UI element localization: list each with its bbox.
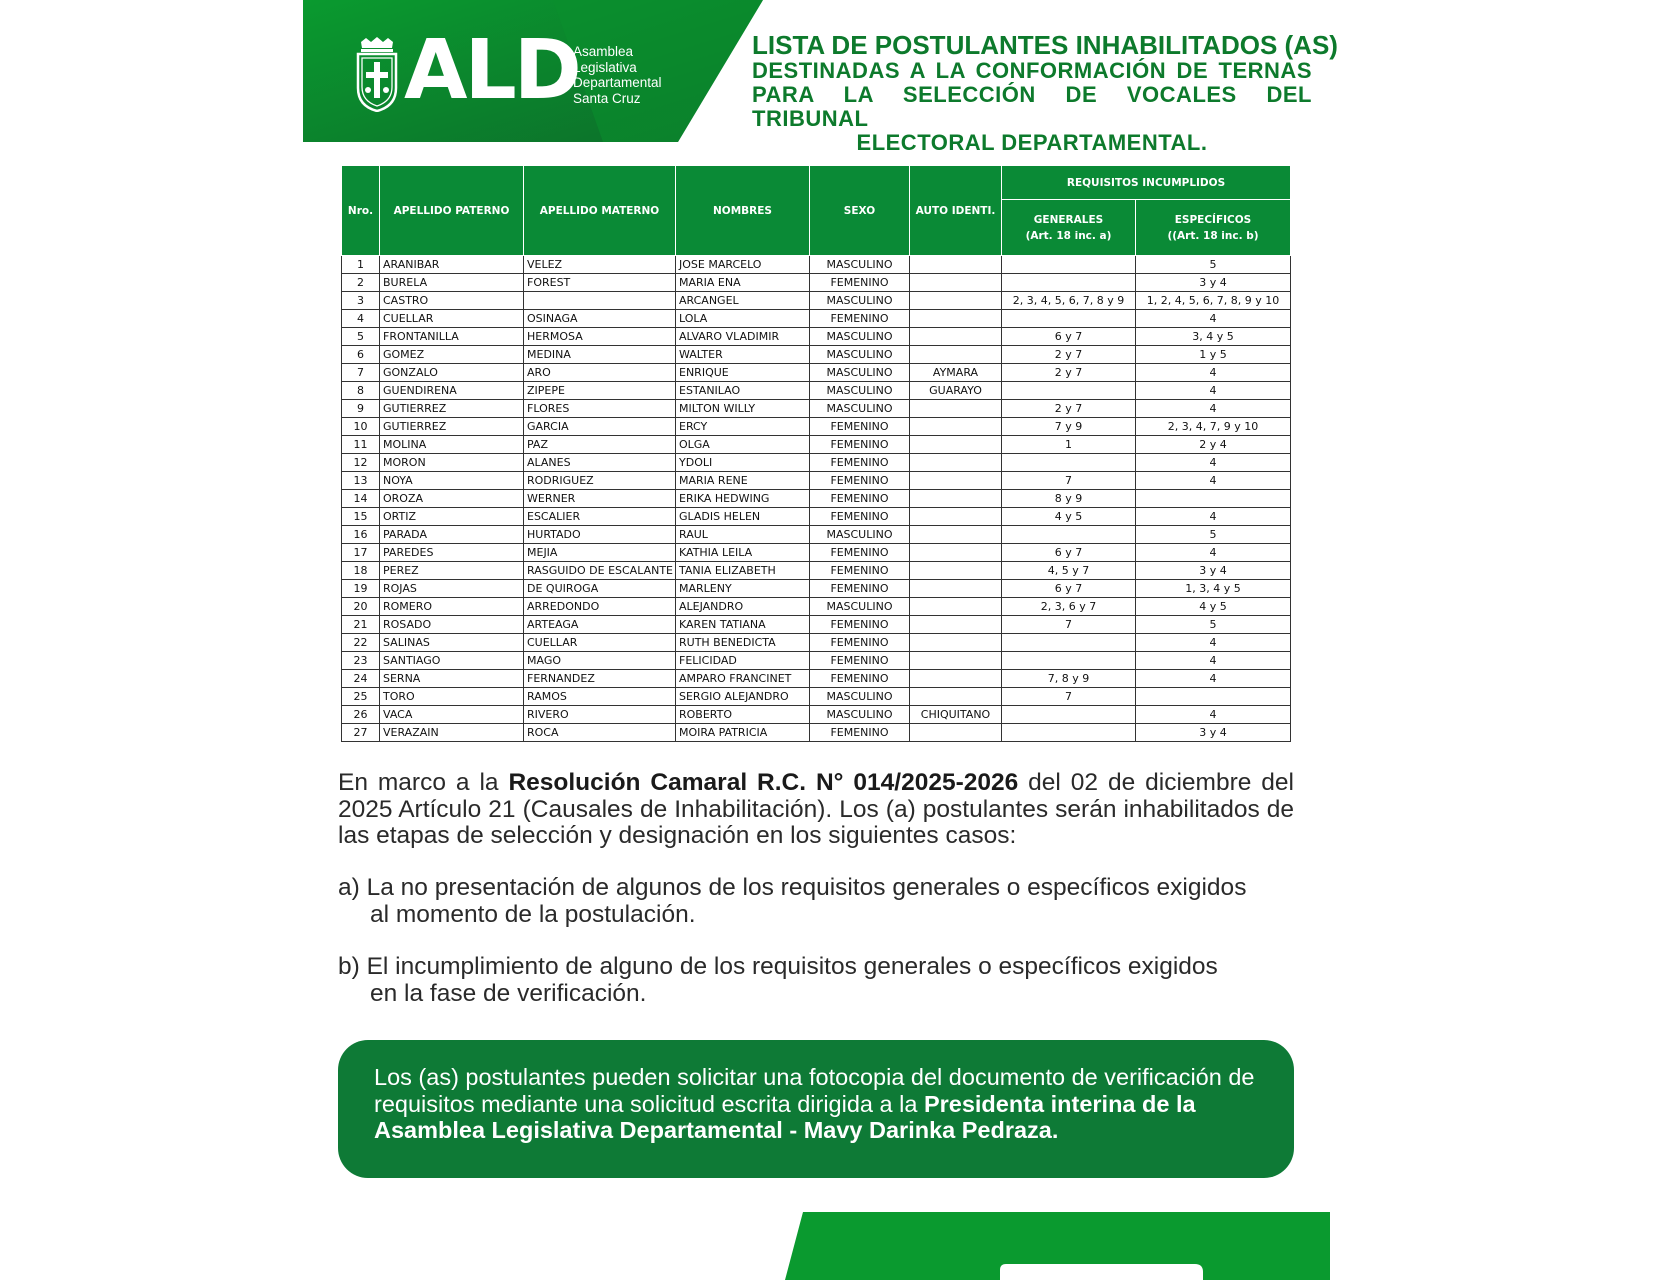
cell-nro: 13 (342, 472, 380, 490)
cell-especificos: 2, 3, 4, 7, 9 y 10 (1136, 418, 1291, 436)
cell-sexo: MASCULINO (810, 400, 910, 418)
cell-nro: 12 (342, 454, 380, 472)
cell-generales (1002, 652, 1136, 670)
cell-sexo: FEMENINO (810, 310, 910, 328)
header-especificos (1136, 200, 1291, 256)
cell-nombres: ALVARO VLADIMIR (676, 328, 810, 346)
cell-especificos: 4 (1136, 634, 1291, 652)
org-line: Santa Cruz (573, 90, 641, 106)
cell-apellido-materno: RIVERO (524, 706, 676, 724)
cell-nro: 1 (342, 256, 380, 274)
cell-nro: 25 (342, 688, 380, 706)
cell-auto-identi (910, 274, 1002, 292)
cell-especificos: 4 (1136, 454, 1291, 472)
cell-apellido-materno: FERNANDEZ (524, 670, 676, 688)
cell-sexo: FEMENINO (810, 436, 910, 454)
cell-apellido-paterno: NOYA (380, 472, 524, 490)
cell-sexo: FEMENINO (810, 634, 910, 652)
cell-especificos: 4 (1136, 706, 1291, 724)
cell-auto-identi (910, 454, 1002, 472)
cell-apellido-paterno: ARANIBAR (380, 256, 524, 274)
case-a (338, 875, 1298, 928)
cell-sexo: FEMENINO (810, 508, 910, 526)
cell-generales: 8 y 9 (1002, 490, 1136, 508)
case-a-line-2: al momento de la postulación. (370, 900, 696, 928)
cell-nro: 27 (342, 724, 380, 742)
cell-especificos: 3 y 4 (1136, 562, 1291, 580)
cell-nombres: YDOLI (676, 454, 810, 472)
cell-auto-identi (910, 562, 1002, 580)
cell-nro: 6 (342, 346, 380, 364)
org-line: Legislativa (573, 59, 637, 75)
cell-especificos: 4 (1136, 544, 1291, 562)
cell-generales: 6 y 7 (1002, 580, 1136, 598)
notice-text: Los (as) postulantes pueden solicitar una fotocopia del documento de verificación de requisitos mediante una solicitud escrita dirigida a la (374, 1064, 1255, 1117)
logo-text: ALD (404, 23, 579, 118)
table-row (342, 724, 1291, 742)
table-row (342, 598, 1291, 616)
header-apellido-materno: APELLIDO MATERNO (524, 166, 676, 256)
header-nro: Nro. (342, 166, 380, 256)
cell-generales: 2 y 7 (1002, 400, 1136, 418)
cell-nro: 3 (342, 292, 380, 310)
cell-auto-identi: CHIQUITANO (910, 706, 1002, 724)
cell-apellido-paterno: VACA (380, 706, 524, 724)
cell-sexo: MASCULINO (810, 688, 910, 706)
cell-auto-identi (910, 310, 1002, 328)
table-row (342, 274, 1291, 292)
cell-apellido-paterno: FRONTANILLA (380, 328, 524, 346)
cell-sexo: FEMENINO (810, 562, 910, 580)
cell-apellido-paterno: GUTIERREZ (380, 400, 524, 418)
resolution-paragraph (338, 770, 1294, 850)
cell-generales (1002, 274, 1136, 292)
cell-nro: 7 (342, 364, 380, 382)
cell-auto-identi (910, 670, 1002, 688)
cell-apellido-paterno: CASTRO (380, 292, 524, 310)
table-row (342, 256, 1291, 274)
cell-apellido-paterno: ROSADO (380, 616, 524, 634)
cell-sexo: MASCULINO (810, 598, 910, 616)
cell-apellido-paterno: ROJAS (380, 580, 524, 598)
title-line-3: PARA LA SELECCIÓN DE VOCALES DEL TRIBUNAL (752, 82, 1312, 131)
cell-nro: 26 (342, 706, 380, 724)
cell-apellido-materno: RAMOS (524, 688, 676, 706)
table-row (342, 472, 1291, 490)
cell-auto-identi (910, 580, 1002, 598)
cell-apellido-paterno: GONZALO (380, 364, 524, 382)
cell-auto-identi (910, 490, 1002, 508)
cell-generales: 2 y 7 (1002, 364, 1136, 382)
table-row (342, 436, 1291, 454)
cell-apellido-materno: HURTADO (524, 526, 676, 544)
cell-nombres: WALTER (676, 346, 810, 364)
cell-apellido-paterno: GUTIERREZ (380, 418, 524, 436)
table-row (342, 634, 1291, 652)
cell-apellido-paterno: CUELLAR (380, 310, 524, 328)
cell-sexo: FEMENINO (810, 724, 910, 742)
header-nombres: NOMBRES (676, 166, 810, 256)
cell-auto-identi (910, 508, 1002, 526)
case-b-line-1: b) El incumplimiento de alguno de los requisitos generales o específicos exigidos (338, 953, 1218, 980)
cell-nro: 18 (342, 562, 380, 580)
cell-nro: 21 (342, 616, 380, 634)
cell-apellido-materno: DE QUIROGA (524, 580, 676, 598)
table-row (342, 454, 1291, 472)
case-b-line-2: en la fase de verificación. (370, 979, 647, 1007)
header-generales-label: GENERALES (1033, 213, 1104, 226)
cell-sexo: MASCULINO (810, 706, 910, 724)
cell-apellido-materno: CUELLAR (524, 634, 676, 652)
cell-sexo: MASCULINO (810, 328, 910, 346)
cell-auto-identi (910, 616, 1002, 634)
table-row (342, 706, 1291, 724)
cell-auto-identi (910, 256, 1002, 274)
cell-generales: 7 (1002, 472, 1136, 490)
table-row (342, 490, 1291, 508)
cell-generales (1002, 256, 1136, 274)
cell-auto-identi (910, 400, 1002, 418)
cell-nro: 10 (342, 418, 380, 436)
cell-auto-identi (910, 328, 1002, 346)
table-row (342, 670, 1291, 688)
cell-generales (1002, 634, 1136, 652)
header-apellido-paterno: APELLIDO PATERNO (380, 166, 524, 256)
cell-apellido-materno: VELEZ (524, 256, 676, 274)
cell-sexo: FEMENINO (810, 490, 910, 508)
org-line: Asamblea (573, 44, 634, 59)
cell-nro: 4 (342, 310, 380, 328)
document-title (752, 30, 1338, 155)
header-sexo: SEXO (810, 166, 910, 256)
case-b (338, 954, 1298, 1007)
cell-auto-identi (910, 292, 1002, 310)
cell-nro: 9 (342, 400, 380, 418)
cell-apellido-materno: OSINAGA (524, 310, 676, 328)
cell-generales: 6 y 7 (1002, 544, 1136, 562)
cell-nombres: KAREN TATIANA (676, 616, 810, 634)
cell-auto-identi (910, 688, 1002, 706)
table-row (342, 508, 1291, 526)
cell-nombres: KATHIA LEILA (676, 544, 810, 562)
cell-auto-identi (910, 472, 1002, 490)
cell-nombres: SERGIO ALEJANDRO (676, 688, 810, 706)
cell-especificos: 3, 4 y 5 (1136, 328, 1291, 346)
cell-generales: 6 y 7 (1002, 328, 1136, 346)
cell-nombres: ERCY (676, 418, 810, 436)
cell-nombres: TANIA ELIZABETH (676, 562, 810, 580)
table-row (342, 310, 1291, 328)
cell-apellido-materno (524, 292, 676, 310)
cell-auto-identi: AYMARA (910, 364, 1002, 382)
cell-especificos: 4 (1136, 670, 1291, 688)
intro-text-rest: del 02 de diciembre del 2025 Artículo 21 (Causales de Inhabilitación). Los (a) postulantes serán inhabilitados de las etapas de selección y designación en los siguientes casos: (338, 769, 1294, 849)
header-especificos-label: ESPECÍFICOS (1174, 213, 1252, 226)
cell-auto-identi: GUARAYO (910, 382, 1002, 400)
cell-especificos: 1, 3, 4 y 5 (1136, 580, 1291, 598)
header-especificos-sub: ((Art. 18 inc. b) (1167, 229, 1259, 242)
cell-apellido-materno: ZIPEPE (524, 382, 676, 400)
cell-nro: 23 (342, 652, 380, 670)
cell-nro: 22 (342, 634, 380, 652)
cell-especificos: 4 (1136, 652, 1291, 670)
cell-auto-identi (910, 652, 1002, 670)
table-row (342, 616, 1291, 634)
cell-especificos: 3 y 4 (1136, 724, 1291, 742)
cell-generales: 4 y 5 (1002, 508, 1136, 526)
cell-nombres: MOIRA PATRICIA (676, 724, 810, 742)
cell-especificos: 5 (1136, 526, 1291, 544)
cell-sexo: FEMENINO (810, 472, 910, 490)
table-row (342, 382, 1291, 400)
notice-addressee: Presidenta interina de la Asamblea Legislativa Departamental - Mavy Darinka Pedraza. (374, 1090, 1196, 1143)
photocopy-request-notice (338, 1040, 1294, 1178)
cell-apellido-materno: ARREDONDO (524, 598, 676, 616)
cell-apellido-materno: ALANES (524, 454, 676, 472)
cell-generales (1002, 526, 1136, 544)
cell-nombres: LOLA (676, 310, 810, 328)
cell-generales (1002, 706, 1136, 724)
cell-auto-identi (910, 724, 1002, 742)
cell-apellido-materno: ARTEAGA (524, 616, 676, 634)
table-row (342, 580, 1291, 598)
cell-apellido-materno: ROCA (524, 724, 676, 742)
cell-sexo: MASCULINO (810, 292, 910, 310)
cell-apellido-paterno: SANTIAGO (380, 652, 524, 670)
table-row (342, 526, 1291, 544)
cell-apellido-materno: FOREST (524, 274, 676, 292)
header-generales-sub: (Art. 18 inc. a) (1025, 229, 1112, 242)
cell-apellido-materno: GARCIA (524, 418, 676, 436)
cell-auto-identi (910, 436, 1002, 454)
cell-nro: 24 (342, 670, 380, 688)
cell-nombres: RAUL (676, 526, 810, 544)
cell-especificos (1136, 490, 1291, 508)
cell-especificos: 4 (1136, 310, 1291, 328)
cell-sexo: FEMENINO (810, 652, 910, 670)
cell-sexo: FEMENINO (810, 418, 910, 436)
cell-auto-identi (910, 544, 1002, 562)
cell-especificos: 5 (1136, 256, 1291, 274)
cell-apellido-paterno: PAREDES (380, 544, 524, 562)
cell-auto-identi (910, 418, 1002, 436)
cell-sexo: FEMENINO (810, 616, 910, 634)
table-row (342, 400, 1291, 418)
cell-apellido-materno: MAGO (524, 652, 676, 670)
cell-nro: 17 (342, 544, 380, 562)
cell-apellido-paterno: GOMEZ (380, 346, 524, 364)
case-a-line-1: a) La no presentación de algunos de los requisitos generales o específicos exigidos (338, 874, 1247, 901)
cell-nro: 14 (342, 490, 380, 508)
cell-generales: 7 (1002, 688, 1136, 706)
cell-generales (1002, 724, 1136, 742)
cell-nro: 11 (342, 436, 380, 454)
cell-nombres: OLGA (676, 436, 810, 454)
cell-sexo: FEMENINO (810, 670, 910, 688)
resolution-reference: Resolución Camaral R.C. N° 014/2025-2026 (508, 769, 1019, 796)
cell-sexo: MASCULINO (810, 256, 910, 274)
table-row (342, 292, 1291, 310)
cell-apellido-paterno: BURELA (380, 274, 524, 292)
cell-sexo: FEMENINO (810, 454, 910, 472)
cell-nombres: ERIKA HEDWING (676, 490, 810, 508)
table-row (342, 688, 1291, 706)
cell-nombres: JOSE MARCELO (676, 256, 810, 274)
cell-apellido-materno: WERNER (524, 490, 676, 508)
cell-apellido-paterno: ROMERO (380, 598, 524, 616)
cell-generales: 1 (1002, 436, 1136, 454)
cell-nombres: MILTON WILLY (676, 400, 810, 418)
table-row (342, 364, 1291, 382)
cell-especificos: 4 (1136, 472, 1291, 490)
cell-generales: 7 y 9 (1002, 418, 1136, 436)
cell-especificos: 5 (1136, 616, 1291, 634)
table-row (342, 418, 1291, 436)
cell-nro: 8 (342, 382, 380, 400)
cell-especificos: 4 y 5 (1136, 598, 1291, 616)
cell-apellido-paterno: OROZA (380, 490, 524, 508)
cell-sexo: FEMENINO (810, 544, 910, 562)
cell-nro: 16 (342, 526, 380, 544)
disqualified-applicants-table (341, 165, 1291, 742)
cell-auto-identi (910, 634, 1002, 652)
cell-apellido-materno: RODRIGUEZ (524, 472, 676, 490)
cell-apellido-materno: ESCALIER (524, 508, 676, 526)
footer-banner (785, 1212, 1330, 1280)
cell-nombres: ALEJANDRO (676, 598, 810, 616)
cell-nombres: GLADIS HELEN (676, 508, 810, 526)
table-body (342, 256, 1291, 742)
cell-nro: 5 (342, 328, 380, 346)
cell-auto-identi (910, 526, 1002, 544)
title-line-4: ELECTORAL DEPARTAMENTAL. (856, 130, 1208, 155)
cell-especificos: 2 y 4 (1136, 436, 1291, 454)
org-line: Departamental (573, 75, 662, 90)
cell-nombres: FELICIDAD (676, 652, 810, 670)
cell-generales (1002, 382, 1136, 400)
cell-apellido-paterno: MOLINA (380, 436, 524, 454)
cell-sexo: FEMENINO (810, 274, 910, 292)
cell-generales: 2 y 7 (1002, 346, 1136, 364)
cell-nombres: ROBERTO (676, 706, 810, 724)
cell-apellido-paterno: VERAZAIN (380, 724, 524, 742)
cell-generales: 7, 8 y 9 (1002, 670, 1136, 688)
cell-sexo: MASCULINO (810, 364, 910, 382)
cell-sexo: MASCULINO (810, 382, 910, 400)
table-row (342, 328, 1291, 346)
cell-apellido-paterno: GUENDIRENA (380, 382, 524, 400)
cell-apellido-paterno: MORON (380, 454, 524, 472)
cell-nombres: MARLENY (676, 580, 810, 598)
intro-text: En marco a la (338, 769, 509, 796)
cell-apellido-materno: MEJIA (524, 544, 676, 562)
cell-apellido-materno: ARO (524, 364, 676, 382)
cell-apellido-paterno: TORO (380, 688, 524, 706)
cell-apellido-materno: PAZ (524, 436, 676, 454)
coat-of-arms-icon (355, 36, 399, 112)
cell-apellido-materno: MEDINA (524, 346, 676, 364)
cell-especificos: 3 y 4 (1136, 274, 1291, 292)
cell-nombres: ARCANGEL (676, 292, 810, 310)
cell-apellido-paterno: SERNA (380, 670, 524, 688)
cell-apellido-paterno: PARADA (380, 526, 524, 544)
cell-nombres: RUTH BENEDICTA (676, 634, 810, 652)
cell-apellido-materno: HERMOSA (524, 328, 676, 346)
cell-especificos: 1, 2, 4, 5, 6, 7, 8, 9 y 10 (1136, 292, 1291, 310)
title-line-2: DESTINADAS A LA CONFORMACIÓN DE TERNAS (752, 58, 1312, 83)
cell-auto-identi (910, 346, 1002, 364)
cell-especificos (1136, 688, 1291, 706)
cell-especificos: 4 (1136, 400, 1291, 418)
cell-apellido-materno: FLORES (524, 400, 676, 418)
cell-especificos: 4 (1136, 382, 1291, 400)
cell-generales: 7 (1002, 616, 1136, 634)
cell-sexo: FEMENINO (810, 580, 910, 598)
cell-especificos: 4 (1136, 364, 1291, 382)
cell-sexo: MASCULINO (810, 526, 910, 544)
cell-nro: 15 (342, 508, 380, 526)
table-row (342, 544, 1291, 562)
cell-generales (1002, 454, 1136, 472)
cell-auto-identi (910, 598, 1002, 616)
cell-apellido-materno: RASGUIDO DE ESCALANTE (524, 562, 676, 580)
cell-nro: 19 (342, 580, 380, 598)
cell-generales: 2, 3, 4, 5, 6, 7, 8 y 9 (1002, 292, 1136, 310)
title-line-1: LISTA DE POSTULANTES INHABILITADOS (AS) (752, 30, 1338, 60)
cell-sexo: MASCULINO (810, 346, 910, 364)
cell-generales: 2, 3, 6 y 7 (1002, 598, 1136, 616)
table-row (342, 562, 1291, 580)
header-generales (1002, 200, 1136, 256)
cell-nombres: AMPARO FRANCINET (676, 670, 810, 688)
header-auto-identi: AUTO IDENTI. (910, 166, 1002, 256)
table-row (342, 652, 1291, 670)
table-row (342, 346, 1291, 364)
cell-apellido-paterno: PEREZ (380, 562, 524, 580)
cell-nombres: ESTANILAO (676, 382, 810, 400)
cell-nombres: ENRIQUE (676, 364, 810, 382)
cell-especificos: 4 (1136, 508, 1291, 526)
cell-generales: 4, 5 y 7 (1002, 562, 1136, 580)
cell-especificos: 1 y 5 (1136, 346, 1291, 364)
header-requisitos: REQUISITOS INCUMPLIDOS (1002, 166, 1291, 200)
cell-nombres: MARIA ENA (676, 274, 810, 292)
organization-name (573, 44, 662, 106)
cell-nro: 2 (342, 274, 380, 292)
cell-apellido-paterno: SALINAS (380, 634, 524, 652)
cell-nro: 20 (342, 598, 380, 616)
cell-nombres: MARIA RENE (676, 472, 810, 490)
cell-generales (1002, 310, 1136, 328)
cell-apellido-paterno: ORTIZ (380, 508, 524, 526)
